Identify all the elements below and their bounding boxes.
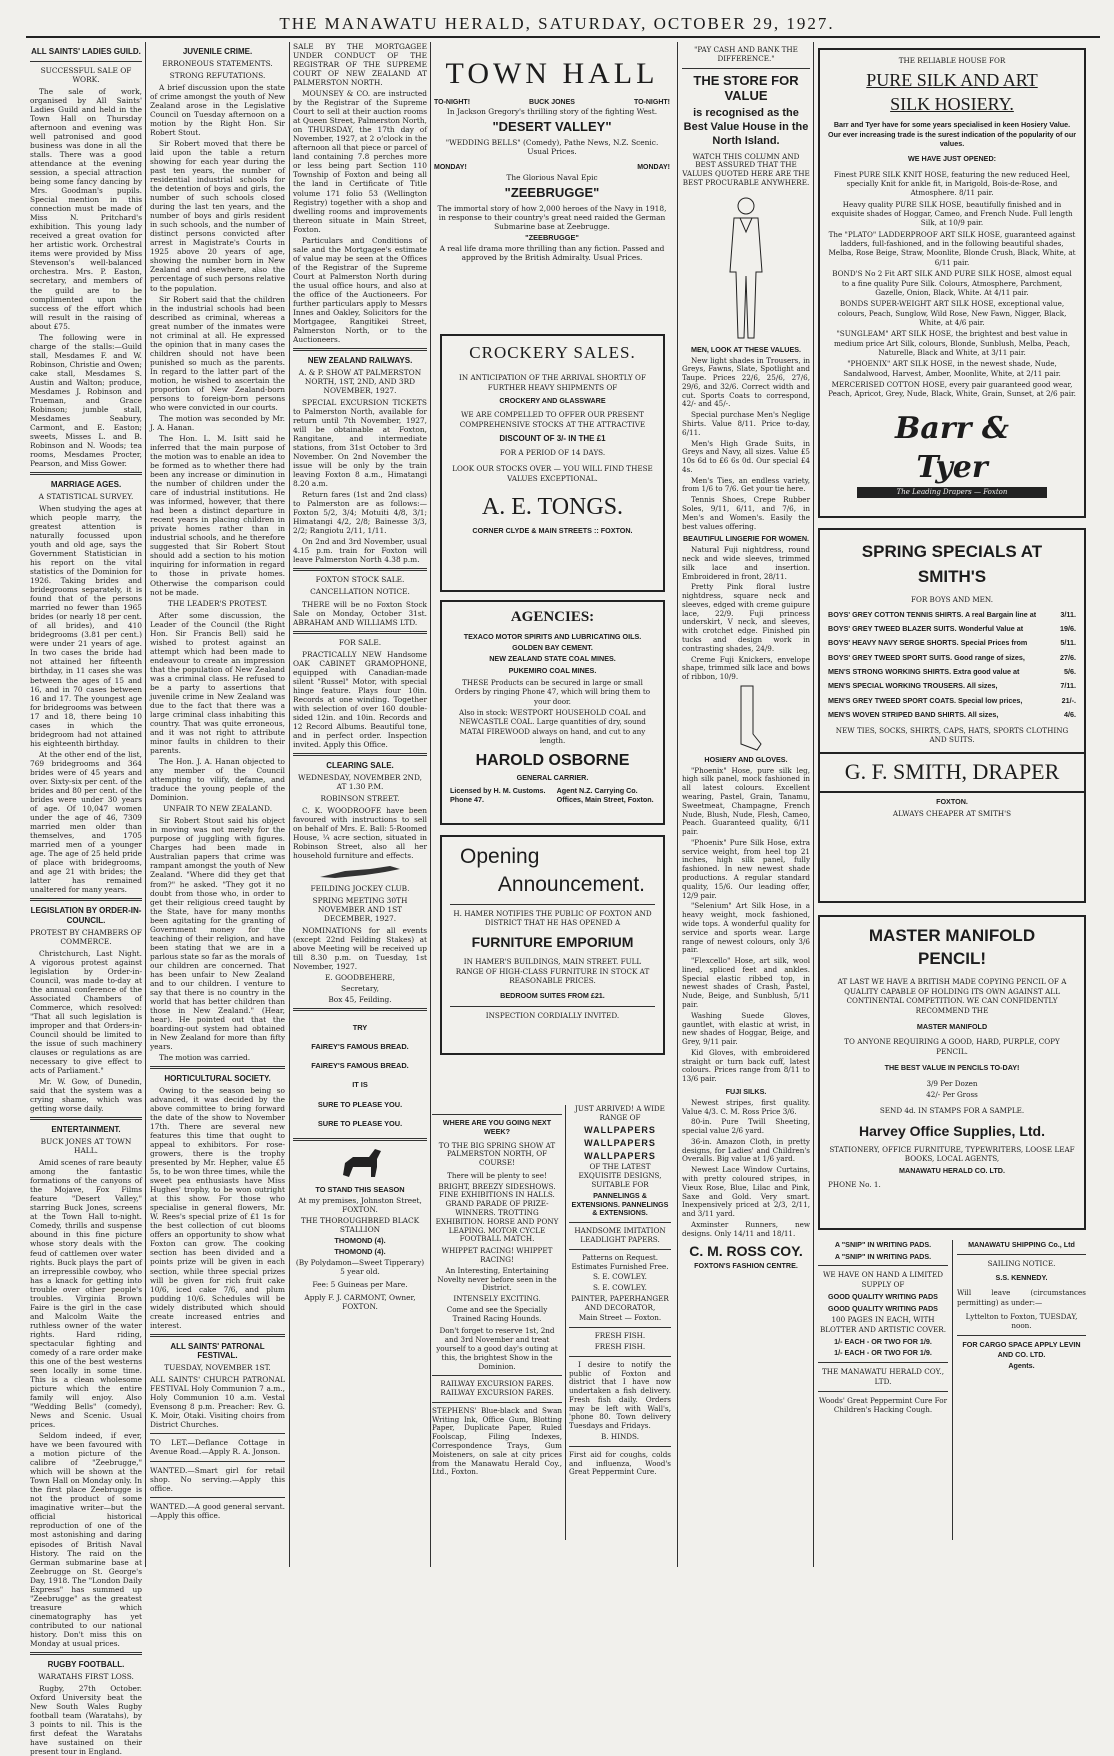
ad-text: SEND 4d. IN STAMPS FOR A SAMPLE. <box>879 1106 1025 1116</box>
subhead: WARATAHS FIRST LOSS. <box>38 1671 134 1681</box>
headline: LEGISLATION BY ORDER-IN-COUNCIL. <box>30 906 142 925</box>
ad-text: 42/- Per Gross <box>926 1090 978 1100</box>
ad-text: BRIGHT, BREEZY SIDESHOWS. FINE EXHIBITIONS IN HALLS. GRAND PARADE OF PRIZE-WINNERS. TROTTING EXHIBITION. HORSE AND PONY LEAPING. MOTOR CYCLE FOOTBALL MATCH. <box>435 1181 559 1244</box>
smith-item <box>828 696 1076 705</box>
ad-heading: MEN, LOOK AT THESE VALUES. <box>690 344 802 354</box>
ad-text: H. HAMER NOTIFIES THE PUBLIC OF FOXTON AND DISTRICT THAT HE HAS OPENED A <box>453 908 652 928</box>
ad-text: FOR CARGO SPACE APPLY LEVIN AND CO. LTD. <box>962 1340 1081 1359</box>
ad-text: TO ANYONE REQUIRING A GOOD, HARD, PURPLE, COPY PENCIL. <box>844 1037 1060 1057</box>
ad-text: WALLPAPERS <box>584 1137 656 1148</box>
ad-text: TO-NIGHT! <box>434 98 471 106</box>
ad-text: FAIREY'S FAMOUS BREAD. <box>311 1061 409 1071</box>
ad-text: BUCK JONES <box>529 98 575 106</box>
ad-text: Natural Fuji nightdress, round neck and wide sleeves, trimmed silk lace and insertion. Embroidered in front, 28/11. <box>682 545 810 581</box>
smith-item <box>828 610 1076 619</box>
merchant-address: CORNER CLYDE & MAIN STREETS :: FOXTON. <box>472 525 633 535</box>
ad-text: WE ARE COMPELLED TO OFFER OUR PRESENT COMPREHENSIVE STOCKS AT THE ATTRACTIVE <box>459 410 646 429</box>
ad-text: Pretty Pink floral lustre nightdress, square neck and sleeves, edged with creme guipure lace, 22/9. Fuji princess underskirt, V neck, and sleeves, with crotchet edge. Finished pin tucks and design work in contrasting shades, 24/9. <box>682 582 810 653</box>
headline: NEW ZEALAND RAILWAYS. <box>307 356 413 366</box>
notice-text: NOMINATIONS for all events (except 22nd Feilding Stakes) at above Meeting will be received up till 8.30 p.m. on Tuesday, 1st November, 1927. <box>293 926 427 972</box>
ad-text: "WEDDING BELLS" (Comedy), Pathe News, N.Z. Scenic. Usual Prices. <box>445 138 659 157</box>
article-text: When studying the ages at which people marry, the greatest attention is naturally focussed upon youth and old age, says the Government Statistician in his report on the vital statistics of the Dominion for 1926. Taking brides and bridegrooms separately, it is found that of the persons married no fewer than 1965 brides (or nearly 18 per cent. of all brides), and 410 bridegrooms (3.81 per cent.) were under 21 years of age. In two cases the bride had not attained her fifteenth birthday, in 11 cases she was between the ages of 15 and 16, and in 70 cases between 16 and 17. The youngest age for bridegrooms was between 17 and 18, there being 10 cases in which the bridegroom had not attained his eighteenth birthday. <box>30 503 142 748</box>
signature: E. GOODBEHERE, <box>324 973 396 983</box>
notice-text: SPECIAL EXCURSION TICKETS to Palmerston North, available for return until 7th November, 1927, will be obtainable at Foxton, Rangitane, and intermediate stations, from 31st October to 3rd November. On 2nd November the issue will be only by the train leaving Foxton 8 a.m., Himatangi 8.20 a.m. <box>293 397 427 489</box>
ad-text: Main Street — Foxton. <box>578 1313 662 1323</box>
subhead: FOR SALE. <box>338 637 382 647</box>
smith-item-text: BOYS' GREY TWEED BLAZER SUITS. Wonderful Value at <box>828 624 1024 633</box>
ad-text: INTENSELY EXCITING. <box>453 1294 541 1304</box>
ad-text: GOOD QUALITY WRITING PADS <box>828 1291 938 1301</box>
ad-text: TO THE BIG SPRING SHOW AT PALMERSTON NORTH, OF COURSE! <box>438 1140 556 1168</box>
subhead: CANCELLATION NOTICE. <box>310 587 410 597</box>
ad-text: Men's High Grade Suits, in Greys and Navy, all sizes. Value £5 10s 6d to £6 6s 0d. Our special £4 4s. <box>682 438 810 474</box>
ad-text: In Jackson Gregory's thrilling story of the fighting West. <box>446 107 658 117</box>
hosiery-item: "SUNGLEAM" ART SILK HOSE, the brightest and best value in medium price Art Silk, colours, Blonde, Sunblush, Melba, Peach, Naturelle, Black and White, at 3/11 pair. <box>833 329 1071 358</box>
ad-text: JUST ARRIVED! A WIDE RANGE OF <box>575 1104 665 1122</box>
ad-title: MASTER MANIFOLD PENCIL! <box>868 926 1036 968</box>
merchant-name: FURNITURE EMPORIUM <box>471 934 634 951</box>
smith-item-text: BOYS' HEAVY NAVY SERGE SHORTS. Special Prices from <box>828 638 1028 648</box>
logo-subtitle: The Leading Drapers — Foxton <box>857 487 1047 498</box>
ad-text: THE RELIABLE HOUSE FOR <box>898 56 1006 65</box>
furniture-opening-ad <box>440 835 665 1055</box>
ad-text: 80-in. Pure Twill Sheeting, special value 2/6 yard. <box>682 1117 810 1136</box>
ad-text: FAIREY'S FAMOUS BREAD. <box>311 1042 409 1052</box>
ad-text: PAINTER, PAPERHANGER AND DECORATOR, <box>571 1293 669 1312</box>
merchant-name: S. E. COWLEY. <box>593 1272 647 1282</box>
merchant-name: A. E. TONGS. <box>481 494 624 521</box>
bread-ad <box>293 1023 427 1127</box>
hosiery-item: Finest PURE SILK KNIT HOSE, featuring the new reduced Heel, specially Knit for ankle fit, in Marigold, Bois-de-Rose, and Atmosphere. 8/11 pair. <box>833 169 1071 198</box>
ad-text: An Interesting, Entertaining Novelty never before seen in the District. <box>437 1265 557 1293</box>
column-rule <box>813 42 814 1567</box>
smith-item <box>828 624 1076 633</box>
smith-item-text: MEN'S STRONG WORKING SHIRTS. Extra good value at <box>828 667 1020 677</box>
stallion-ad-text: Fee: 5 Guineas per Mare. <box>312 1279 408 1289</box>
ad-text: "Phoenix" Hose, pure silk leg, high silk panel, mock fashioned in all latest colours. Excellent wearing, Pastel, Grain, Tanamu, Sweetmeat, Champagne, French Nude, Blush, Nude, Flesh, Cameo, Peach. Guaranteed quality, 6/11 pair. <box>682 765 810 837</box>
ad-text: 1/- EACH - OR TWO FOR 1/9. <box>834 1348 932 1358</box>
ad-heading: MANAWATU SHIPPING Co., Ltd <box>968 1240 1075 1249</box>
ad-text: 100 PAGES IN EACH, WITH BLOTTER AND ARTISTIC COVER. <box>820 1315 946 1335</box>
smith-item-price: 5/6. <box>1064 667 1076 677</box>
ad-title: PURE SILK AND ART SILK HOSIERY. <box>866 70 1038 114</box>
notice-text: On 2nd and 3rd November, usual 4.15 p.m. train for Foxton will leave Palmerston North 4.38 p.m. <box>293 537 427 565</box>
ad-text: 1/- EACH - OR TWO FOR 1/9. <box>834 1336 932 1346</box>
smith-item-price: 7/11. <box>1060 681 1076 691</box>
ad-text: First aid for coughs, colds and influenza, Wood's Great Peppermint Cure. <box>569 1449 671 1477</box>
ad-text: Special purchase Men's Neglige Shirts. Value 8/11. Price to-day, 6/11. <box>682 410 810 437</box>
ad-text: NEW TIES, SOCKS, SHIRTS, CAPS, HATS, SPORTS CLOTHING AND SUITS. <box>835 725 1069 744</box>
ad-text: PHONE No. 1. <box>828 1179 881 1189</box>
merchant-name: G. F. SMITH, DRAPER <box>820 752 1084 793</box>
ad-text: Woods' Great Peppermint Cure For Children's Hacking Cough. <box>818 1395 948 1415</box>
ad-text: HANDSOME IMITATION LEADLIGHT PAPERS. <box>574 1226 666 1244</box>
racehorse-illustration <box>315 863 405 881</box>
master-manifold-ad <box>818 915 1086 1230</box>
hosiery-item: "PHOENIX" ART SILK HOSE, in the newest shade, Nude, Sandalwood, Harvest, Amber, Moonlite, White, at 2/11 pair. <box>843 359 1061 378</box>
stallion-ad-text: Apply F. J. CARMONT, Owner, FOXTON. <box>304 1292 416 1311</box>
smith-item-price: 5/11. <box>1060 638 1076 648</box>
ad-text: IT IS <box>352 1080 368 1090</box>
ad-heading: HOSIERY AND GLOVES. <box>704 754 788 764</box>
smith-item-text: BOYS' GREY TWEED SPORT SUITS. Good range of sizes, <box>828 652 1025 662</box>
notice-text: THERE will be no Foxton Stock Sale on Monday, October 31st. ABRAHAM AND WILLIAMS LTD. <box>293 599 427 627</box>
ad-text: OF THE LATEST EXQUISITE DESIGNS, SUITABLE FOR <box>578 1162 662 1190</box>
ad-text: Also in stock: WESTPORT HOUSEHOLD COAL and NEWCASTLE COAL. Large quantities of dry, sound MATAI FIREWOOD always on hand, and cut to any length. <box>459 708 646 746</box>
subhead: SPRING MEETING 30TH NOVEMBER AND 1ST DECEMBER, 1927. <box>312 896 408 924</box>
ad-text: Lyttelton to Foxton, TUESDAY, noon. <box>965 1311 1078 1331</box>
ad-text: 3/9 Per Dozen <box>926 1078 978 1088</box>
ad-text: FOXTON. <box>936 796 968 806</box>
stallion-ad-text: THOMOND (4). <box>334 1246 386 1256</box>
stallion-ad-text: THE THOROUGHBRED BLACK STALLION <box>300 1215 420 1234</box>
ad-text: Agent N.Z. Carrying Co. Offices, Main Street, Foxton. <box>556 785 654 804</box>
article-text: The Hon. L. M. Isitt said he inferred that the main purpose of the motion was to enable an idea to be formed as to whether there had been any increase or diminution in the number of children under the care of industrial institutions. He was informed, however, that there had been a distinct departure in recent years in placing children in private homes rather than in industrial schools, and he therefore suggested that Sir Robert Stout should add a section to his motion inquiring for information in regard to those in private homes. Otherwise the comparison could not be made. <box>150 434 285 597</box>
smith-item-price: 3/11. <box>1060 609 1076 619</box>
ad-text: TO-NIGHT! <box>633 98 670 106</box>
writing-pads-ad <box>818 1240 948 1540</box>
ad-text: A "SNIP" IN WRITING PADS. <box>834 1251 932 1261</box>
subhead: UNFAIR TO NEW ZEALAND. <box>162 804 273 814</box>
ad-text: IN ANTICIPATION OF THE ARRIVAL SHORTLY OF FURTHER HEAVY SHIPMENTS OF <box>459 372 646 392</box>
ad-text: AT LAST WE HAVE A BRITISH MADE COPYING PENCIL OF A QUALITY CAPABLE OF HOLDING ITS OWN AGAINST ALL CONTINENTAL COMPETITION. WE CAN CONFIDENTLY RECOMMEND THE <box>837 976 1067 1016</box>
subhead: TUESDAY, NOVEMBER 1ST. <box>164 1363 271 1373</box>
merchant-name: HAROLD OSBORNE <box>475 752 630 770</box>
ad-title: is recognised as the Best Value House in the North Island. <box>683 106 809 148</box>
notice-text: ALL SAINTS' CHURCH PATRONAL FESTIVAL Holy Communion 7 a.m., Holy Communion 10 a.m. Vestal Evensong 8 p.m. Preacher: Rev. G. K. Moir, Otaki. Visiting choirs from District Churches. <box>150 1375 285 1430</box>
ad-text: SAILING NOTICE. <box>987 1258 1056 1268</box>
article-text: A brief discussion upon the state of crime amongst the youth of New Zealand arose in the Legislative Council on Tuesday afternoon on a motion by the Right Hon. Sir Robert Stout. <box>150 82 285 137</box>
ad-text: NEW ZEALAND STATE COAL MINES. <box>489 654 616 664</box>
ad-text: GENERAL CARRIER. <box>516 773 589 783</box>
subhead: WEDNESDAY, NOVEMBER 2ND, AT 1.30 P.M. <box>297 772 423 791</box>
ad-text: Men's Ties, an endless variety, from 1/6 to 7/6. Get your tie here. <box>682 475 810 494</box>
smith-item <box>828 653 1076 662</box>
article-text: At the other end of the list, 769 bridegrooms and 364 brides were of 45 years and over. Sixty-six per cent. of the brides and 80 per cent. of the brides were under 30 years of age. Of 10,047 women under the age of 46, 7309 married men older than themselves, and 1705 married men of a younger age. The age of 25 held pride of place with bridegrooms, and age 21 with brides; the latter has remained unaltered for many years. <box>30 749 142 895</box>
stationery-ad-text: STEPHENS' Blue-black and Swan Writing Ink, Office Gum, Blotting Paper, Duplicate Paper, Ruled Foolscap, Filing Indexes, Correspondence Trays, Gum Moisteners, on sale at city prices from the Manawatu Herald Coy., Ltd., Foxton. <box>432 1405 562 1477</box>
subhead: SUCCESSFUL SALE OF WORK. <box>40 65 132 84</box>
ad-text: The Glorious Naval Epic <box>506 172 598 182</box>
headline: ALL SAINTS' LADIES GUILD. <box>31 47 141 56</box>
town-hall-ad <box>434 52 670 277</box>
merchant-name: Harvey Office Supplies, Ltd. <box>859 1122 1045 1139</box>
signature: Box 45, Feilding. <box>328 995 392 1005</box>
masthead <box>0 0 1114 40</box>
ad-text: WALLPAPERS <box>584 1124 656 1135</box>
ad-text: "ZEEBRUGGE" <box>504 184 600 200</box>
column-1 <box>30 42 142 1756</box>
article-text: The Hon. J. A. Hanan objected to any member of the Council attempting to vilify, defame, and traduce the young people of the Dominion. <box>150 757 285 803</box>
ad-heading: "PAY CASH AND BANK THE DIFFERENCE." <box>694 45 798 63</box>
ad-text: I desire to notify the public of Foxton and district that I have now undertaken a fish delivery. Fresh fish daily. Orders may be left with Wall's, 'phone 80. Town delivery Tuesdays and Fridays. <box>569 1359 671 1431</box>
subhead: ERRONEOUS STATEMENTS. <box>162 58 273 68</box>
smith-item-price: 21/-. <box>1061 695 1076 705</box>
article-text: The motion was carried. <box>159 1053 251 1063</box>
spring-show-ad <box>432 1110 562 1540</box>
headline: ENTERTAINMENT. <box>51 1125 121 1135</box>
ad-text: "DESERT VALLEY" <box>492 119 612 135</box>
smith-item-text: BOYS' GREY COTTON TENNIS SHIRTS. A real Bargain line at <box>828 609 1037 619</box>
ad-text: GOOD QUALITY WRITING PADS <box>828 1303 938 1313</box>
ad-text: MONDAY! <box>637 164 670 172</box>
hosiery-item: Heavy quality PURE SILK HOSE, beautifully finished and in exquisite shades of Hoggar, Cameo, and French Nude. Full length Silk, at 10/9 pair. <box>831 199 1073 228</box>
ad-text: CROCKERY AND GLASSWARE <box>499 396 606 406</box>
stallion-ad-text: (By Polydamon—Sweet Tipperary) 5 year old. <box>295 1257 425 1276</box>
column-rule <box>430 42 431 1567</box>
smith-item-price: 4/6. <box>1064 710 1076 720</box>
man-in-suit-illustration <box>716 192 776 342</box>
signature: Secretary, <box>341 984 379 994</box>
ad-heading: BEAUTIFUL LINGERIE FOR WOMEN. <box>682 534 810 544</box>
shipping-notice <box>952 1240 1086 1540</box>
headline: RUGBY FOOTBALL. <box>47 1659 125 1669</box>
ad-text: MONDAY! <box>434 164 467 172</box>
subhead: FEILDING JOCKEY CLUB. <box>310 884 410 893</box>
smith-item-text: MEN'S GREY TWEED SPORT COATS. Special low prices, <box>828 695 1023 705</box>
ad-text: FOR BOYS AND MEN. <box>910 595 994 605</box>
cm-ross-ad <box>677 42 810 1567</box>
barr-tyer-logo <box>857 409 1047 498</box>
notice-text: PRACTICALLY NEW Handsome OAK CABINET GRAMOPHONE, equipped with Canadian-made silent "Russel" Motor, with special hinge feature. Plays four 10in. Records at one winding. Together with selection of over 160 double-sided 12in. and 10in. Records and 12 Record Albums. Beautiful tone, and in perfect order. Inspection invited. Apply this Office. <box>293 649 427 749</box>
ad-title: Opening <box>460 845 540 868</box>
ad-text: FRESH FISH. <box>594 1341 646 1351</box>
classified-ad: WANTED.—Smart girl for retail shop. No serving.—Apply this office. <box>150 1465 285 1493</box>
ad-text: FRESH FISH. <box>594 1331 646 1341</box>
article-text: The following were in charge of the stalls:—Guild stall, Mesdames F. and W. Robinson, Christie and Owen; cake stall, Mesdames S. Austin and Walton; produce, Mesdames J. Robinson and Trueman, and Grace Robinson; jumble stall, Mesdames Seabury, Carmont, and E. Easton; sweets, Misses L. and B. Robinson and N. Woods; tea rooms, Mesdames Procter, Pearson, and Miss Gower. <box>30 332 142 469</box>
subhead: STRONG REFUTATIONS. <box>169 70 266 80</box>
smith-item-price: 19/6. <box>1060 624 1076 633</box>
ad-text: Tennis Shoes, Crepe Rubber Soles, 9/11, 6/11, and 7/6, in Men's and Women's. Easily the best values offering. <box>682 495 810 531</box>
smith-item <box>828 638 1076 647</box>
smith-item <box>828 681 1076 690</box>
ad-title: CROCKERY SALES. <box>469 343 636 362</box>
ad-text: A "SNIP" IN WRITING PADS. <box>834 1240 932 1249</box>
ad-text: New light shades in Trousers, in Greys, Fawns, Slate, Spotlight and Taupe. Prices 22/6, 25/6, 27/6, 29/6, and 32/6. Correct width and cut. Sports Coats to correspond, 42/- and 45/-. <box>682 355 810 409</box>
hosiery-item: BOND'S No 2 Fit ART SILK AND PURE SILK HOSE, almost equal to a fine quality Pure Silk. Colours, Atmosphere, Parchment, Gazelle, Onion, Black, White. At 4/11 pair. <box>832 269 1072 297</box>
ad-text: WE HAVE ON HAND A LIMITED SUPPLY OF <box>822 1270 944 1290</box>
ad-text: The immortal story of how 2,000 heroes of the Navy in 1918, in response to their country's great need raided the German Submarine base at Zeebrugge. <box>437 203 667 231</box>
subhead: A. & P. SHOW AT PALMERSTON NORTH, 1ST, 2ND, AND 3RD NOVEMBER, 1927. <box>298 367 422 395</box>
ad-title: AGENCIES: <box>510 609 595 625</box>
ad-text: 36-in. Amazon Cloth, in pretty designs, for Ladies' and Children's Overalls. Big value at 1/6 yard. <box>682 1136 810 1164</box>
ad-heading: FUJI SILKS. <box>725 1087 767 1097</box>
smith-item <box>828 710 1076 719</box>
agencies-ad <box>440 600 665 825</box>
ad-text: PANNELINGS & EXTENSIONS. PANNELINGS & EXTENSIONS. <box>571 1190 669 1218</box>
article-text: The motion was seconded by Mr. J. A. Hanan. <box>150 413 285 432</box>
ad-text: WHIPPET RACING! WHIPPET RACING! <box>441 1246 553 1264</box>
ad-text: PUKEMIRO COAL MINES. <box>508 665 597 675</box>
signature: B. HINDS. <box>601 1432 639 1441</box>
article-text: The sale of work, organised by All Saints' Ladies Guild and held in the Town Hall on Thursday afternoon and evening was well patronised and good business was done in all the stalls. There was a good attendance at the evening session, a special attraction being some fancy dancing by Mrs. Goodman's pupils. Special mention in this connection must be made of Miss N. Pritchard's exhibition. This young lady received a great ovation for her artistic work. Orchestral items were provided by Miss Stevenson's well-balanced orchestra. Mrs. P. Easton, secretary, and members of the guild are to be complimented upon the success of the effort which will result in the raising of about £75. <box>30 86 142 331</box>
merchant-name: S. E. COWLEY. <box>593 1283 647 1293</box>
ad-text: STATIONERY, OFFICE FURNITURE, TYPEWRITERS, LOOSE LEAF BOOKS, LOCAL AGENTS, <box>829 1144 1075 1164</box>
headline: ALL SAINTS' PATRONAL FESTIVAL. <box>170 1341 265 1361</box>
headline: MARRIAGE AGES. <box>50 480 122 490</box>
hosiery-item: MERCERISED COTTON HOSE, every pair guaranteed good wear, Peach, Apricot, Grey, Nude, Black, White, Grain, Sunset, at 2/6 pair. <box>828 380 1076 399</box>
logo-text: Barr & Tyer <box>895 410 1009 485</box>
ad-text: Creme Fuji Knickers, envelope shape, trimmed silk lace and bows of ribbon, 10/9. <box>682 654 810 682</box>
ad-title: THE STORE FOR VALUE <box>693 72 799 104</box>
ad-text: MASTER MANIFOLD <box>916 1021 988 1031</box>
ad-text: Axminster Runners, new designs. Only 14/11 and 18/11. <box>682 1219 810 1238</box>
column-rule <box>145 42 146 1567</box>
notice-heading: SALE BY THE MORTGAGEE UNDER CONDUCT OF THE REGISTRAR OF THE SUPREME COURT OF NEW ZEALAND AT PALMERSTON NORTH. <box>293 42 427 88</box>
ad-title: TOWN HALL <box>445 57 659 90</box>
ad-text: TRY <box>352 1023 368 1033</box>
ad-text: Newest stripes, first quality. Value 4/3. C. M. Ross Price 3/6. <box>682 1097 810 1116</box>
ad-heading: WE HAVE JUST OPENED: <box>907 154 997 164</box>
ad-text: Washing Suede Gloves, gauntlet, with elastic at wrist, in new shades of Hoggar, Beige, and Grey, 9/11 pair. <box>682 1010 810 1047</box>
notice-text: C. K. WOODROOFE have been favoured with instructions to sell on behalf of Mrs. E. Ball: 5-Roomed House, ¼ acre section, situated in Robinson Street, also all her household furniture and effects. <box>293 805 427 860</box>
article-text: Sir Robert moved that there be laid upon the table a return showing for each year during the past ten years, the number of residential industrial schools for the detention of boys and girls, the number of such schools closed during the last ten years, and the number of boys and girls resident in such schools, and the number of distinct persons convicted after arrest in Magistrate's Courts in 1925 above 20 years of age, showing the number born in New Zealand and elsewhere, also the percentage of such persons relative to the population. <box>150 139 285 293</box>
ad-text: "Selenium" Art Silk Hose, in a heavy weight, mock fashioned, wide tops. A wonderful quality for service and sports wear. Large range of newest colours, only 3/6 pair. <box>682 901 810 955</box>
ad-text: Barr and Tyer have for some years specialised in keen Hosiery Value. Our ever increasing trade is the surest indication of the popularity of our values. <box>828 120 1077 148</box>
ad-title: Announcement. <box>497 873 645 897</box>
smiths-specials-ad <box>818 528 1086 903</box>
wallpaper-ad <box>565 1105 671 1540</box>
ad-text: THE MANAWATU HERALD COY., LTD. <box>821 1367 944 1386</box>
ad-text: LOOK OUR STOCKS OVER — YOU WILL FIND THESE VALUES EXCEPTIONAL. <box>452 464 653 483</box>
ad-text: SURE TO PLEASE YOU. <box>317 1099 403 1109</box>
ad-title: SPRING SPECIALS AT SMITH'S <box>861 542 1043 586</box>
stallion-illustration <box>335 1145 385 1181</box>
column-2 <box>150 42 285 1567</box>
smith-item <box>828 667 1076 676</box>
ad-text: Come and see the Specially Trained Racing Hounds. <box>446 1304 548 1323</box>
headline: JUVENILE CRIME. <box>182 47 253 56</box>
stallion-ad-text: At my premises, Johnston Street, FOXTON. <box>298 1195 422 1214</box>
notice-text: Particulars and Conditions of sale and the Mortgagee's estimate of value may be seen at the Offices of the Registrar of the Supreme Court at Palmerston North during the usual office hours, and also at the office of the Auctioneers. For further particulars apply to Messrs Innes and Oakley, Solicitors for the Mortgagee, Rangitikei Street, Palmerston North, or to the Auctioneers. <box>293 235 427 344</box>
ad-heading: WHERE ARE YOU GOING NEXT WEEK? <box>442 1118 552 1136</box>
stallion-ad-text: THOMOND (4). <box>334 1235 386 1245</box>
ad-text: IN HAMER'S BUILDINGS, MAIN STREET. FULL RANGE OF HIGH-CLASS FURNITURE IN STOCK AT REASONABLE PRICES. <box>455 957 650 986</box>
ad-text: THE BEST VALUE IN PENCILS TO-DAY! <box>884 1062 1020 1072</box>
barr-tyer-ad <box>818 48 1086 518</box>
subhead: A STATISTICAL SURVEY. <box>38 491 134 501</box>
column-rule <box>289 42 290 1567</box>
ad-text: Patterns on Request. Estimates Furnished Free. <box>571 1252 669 1271</box>
subhead: ROBINSON STREET. <box>320 793 400 803</box>
ad-text: WALLPAPERS <box>584 1150 656 1161</box>
stallion-ad-text: TO STAND THIS SEASON <box>315 1184 405 1194</box>
ad-text: DISCOUNT OF 3/- IN THE £1 <box>499 433 606 443</box>
subhead: BUCK JONES AT TOWN HALL. <box>40 1137 132 1156</box>
notice-text: Return fares (1st and 2nd class) to Palmerston are as follows:—Foxton 5/2, 3/4; Motuiti 4/8, 3/1; Himatangi 4/2, 2/8; Bainesse 3/3, 2/2; Rangiotu 2/11, 1/11. <box>293 490 427 536</box>
article-text: Christchurch, Last Night. A vigorous protest against legislation by Order-in-Council, was made to-day at the annual conference of the Associated Chambers of Commerce, which resolved: "That all such legislation is improper and that Orders-in-Council should be limited to the issue of such machinery clauses or regulations as are necessary to give effect to acts of Parliament." <box>30 948 142 1076</box>
subhead: FOXTON STOCK SALE. <box>315 575 405 585</box>
crockery-sales-ad <box>440 334 665 592</box>
subhead: THE LEADER'S PROTEST. <box>167 598 268 608</box>
classified-ad: TO LET.—Deflance Cottage in Avenue Road.—Apply R. A. Jonson. <box>150 1438 285 1457</box>
article-text: Amid scenes of rare beauty among the fantastic formations of the canyons of the Mojave, Fox Films feature "Desert Valley," starring Buck Jones, screens at the Town Hall to-night. Comedy, thrills and suspense abound in this fine picture whose story deals with the feud of cattlemen over water rights. Buck plays the part of an irrepressible cowboy, who has a knack for getting into trouble over other people's troubles. Virginia Brown Faire is the girl in the case and Malcolm Waite the ruthless owner of the water rights. Hard riding, spectacular fighting and comedy of a rare order make this one of the best westerns seen locally in some time. This is a clean wholesome picture which the entire family will enjoy. Also "Wedding Bells" (comedy), News and Scenic. Usual prices. <box>30 1158 142 1430</box>
hosiery-item: BONDS SUPER-WEIGHT ART SILK HOSE, exceptional value, colours, Peach, Sunglow, Wild Rose, New Fawn, Nigger, Black, White, at 4/6 pair. <box>837 299 1067 327</box>
headline: CLEARING SALE. <box>326 760 394 770</box>
ad-text: "Phoenix" Pure Silk Hose, extra service weight, from heel top 21 inches, high silk panel, fully fashioned. In new newest shade productions. A regular standard quality, 15/6. Our leading offer, 12/9 pair. <box>682 837 810 900</box>
ad-text: Newest Lace Window Curtains, with pretty coloured stripes, in Vieux Rose, Blue, Lilac and Pink, Saxe and Gold. Very smart. Inexpensively priced at 2/3, 2/11, and 3/11 yard. <box>682 1165 810 1219</box>
ad-text: RAILWAY EXCURSION FARES. RAILWAY EXCURSION FARES. <box>440 1379 554 1398</box>
notice-text: MOUNSEY & CO. are instructed by the Registrar of the Supreme Court to sell at their auction rooms at Queen Street, Palmerston North, on THURSDAY, the 17th day of November, 1927, at 2 o'clock in the afternoon all that piece or parcel of land containing 7.8 perches more or less being part Section 110 Township of Foxton and being all the land in Certificate of Title volume 171 folio 53 (Wellington Registry) together with a shop and dwelling rooms and improvements thereon situate in Main Street, Foxton. <box>293 89 427 234</box>
masthead-rule <box>26 36 1100 38</box>
ad-text: FOXTON'S FASHION CENTRE. <box>694 1260 798 1270</box>
ad-text: Kid Gloves, with embroidered straight or turn back cuff, latest colours. Prices range from 8/11 to 13/6 pair. <box>682 1047 810 1084</box>
smith-item-price: 27/6. <box>1060 652 1076 662</box>
subhead: PROTEST BY CHAMBERS OF COMMERCE. <box>30 927 142 946</box>
ad-text: Don't forget to reserve 1st, 2nd and 3rd November and treat yourself to a good day's outing at this, the brightest Show in the Dominion. <box>436 1326 558 1371</box>
ad-text: Agents. <box>1008 1361 1035 1371</box>
ad-text: A real life drama more thrilling than any fiction. Passed and approved by the British Admiralty. Usual Prices. <box>439 243 665 262</box>
ad-text: TEXACO MOTOR SPIRITS AND LUBRICATING OILS. <box>463 631 642 641</box>
hosiery-item: The "PLATO" LADDERPROOF ART SILK HOSE, guaranteed against ladders, full-fashioned, and in the following beautiful shades, Melba, Rose Beige, Straw, Moonlite, Blonde Crush, Black, White, at 6/11 pair. <box>828 229 1076 267</box>
ad-text: ALWAYS CHEAPER AT SMITH'S <box>892 809 1012 819</box>
ad-text: "ZEEBRUGGE" <box>525 232 579 242</box>
ad-text: There will be plenty to see! <box>447 1170 547 1180</box>
stocking-illustration <box>721 684 771 754</box>
ad-text: Licensed by H. M. Customs. Phone 47. <box>450 785 546 804</box>
masthead-title: THE MANAWATU HERALD, SATURDAY, OCTOBER 29, 1927. <box>279 14 835 33</box>
article-text: After some discussion, the Leader of the Council (the Right Hon. Sir Francis Bell) said he wished to protest against an attempt which had been made to endeavour to create an impression that the population of New Zealand was a criminal class. He refused to be a party to assertions that juvenile crime in New Zealand was due to the fact that there was a large criminal class inhabiting this country. That was quite erroneous, and it was not right to attribute minor faults in children to their parents. <box>150 610 285 756</box>
article-text: Owing to the season being so advanced, it was decided by the above committee to bring forward the date of the show to November 17th. There are several new features this time that ought to appeal to exhibitors. For rose-growers, there is the trophy presented by Mr. Hepher, value £5 5s, to be won three times, while the sweet pea enthusiasts have Miss Hughes' trophy, to be won outright at this show. For those who specialise in general flowers, Mr. W. Rees's special prize of £1 1s for the best collection of cut blooms offers an opportunity to show what Foxton can grow. The cooking section has been divided and a points prize will be given in each section, while three special prizes will be given for rich fruit cake 10/6, iced cake 7/6, and plum pudding 10/6. Schedules will be widely distributed which should create increased entries and interest. <box>150 1085 285 1330</box>
ad-text: S.S. KENNEDY. <box>995 1273 1048 1283</box>
smith-item-text: MEN'S WOVEN STRIPED BAND SHIRTS. All sizes, <box>828 710 999 720</box>
ad-text: INSPECTION CORDIALLY INVITED. <box>485 1010 620 1020</box>
ad-text: THESE Products can be secured in large or small Orders by ringing Phone 47, which will bring them to your door. <box>454 677 651 706</box>
article-text: Sir Robert said that the children in the industrial schools had been described as criminal, whereas a great number of the inmates were not criminal at all. He expressed the opinion that in many cases the children should not have been punished so much as the parents. In regard to the latter part of the motion, he wished to ascertain the proportion of New Zealand-born persons to foreign-born persons who were convicted in our courts. <box>150 294 285 412</box>
classified-ad: WANTED.—A good general servant.—Apply this office. <box>150 1501 285 1520</box>
column-3 <box>293 42 427 1567</box>
ad-text: BEDROOM SUITES FROM £21. <box>500 991 605 1001</box>
ad-text: Will leave (circumstances permitting) as under:— <box>957 1288 1086 1307</box>
merchant-name: C. M. ROSS COY. <box>689 1242 803 1259</box>
ad-text: SURE TO PLEASE YOU. <box>317 1118 403 1128</box>
smith-item-list <box>828 610 1076 720</box>
article-text: Seldom indeed, if ever, have we been favoured with a motion picture of the calibre of "Zeebrugge," which will be shown at the Town Hall on Monday only. In the first place Zeebrugge is not the product of some imaginative writer—but the official historical reproduction of one of the most astonishing and daring episodes of British Naval History. The raid on the German submarine base at Zeebrugge on St. George's Day, 1918. The "London Daily Express" has summed up "Zeebrugge" as the greatest treasure which cinematography has yet contributed to our national history. Don't miss this on Monday at usual prices. <box>30 1431 142 1648</box>
article-text: Rugby, 27th October. Oxford University beat the New South Wales Rugby football team (Waratahs), by 3 points to nil. This is the first defeat the Waratahs have sustained on their present tour in England. <box>30 1683 142 1756</box>
ad-text: FOR A PERIOD OF 14 DAYS. <box>499 448 606 458</box>
ad-text: GOLDEN BAY CEMENT. <box>512 642 593 652</box>
headline: HORTICULTURAL SOCIETY. <box>164 1074 271 1084</box>
ad-text: MANAWATU HERALD CO. LTD. <box>899 1166 1005 1176</box>
ad-text: WATCH THIS COLUMN AND BEST ASSURED THAT THE VALUES QUOTED HERE ARE THE BEST PROCURABLE ANYWHERE. <box>682 151 810 187</box>
article-text: Mr. W. Gow, of Dunedin, said that the system was a crying shame, which was getting worse daily. <box>30 1077 142 1114</box>
smith-item-text: MEN'S SPECIAL WORKING TROUSERS. All sizes, <box>828 681 998 691</box>
ad-text: "Flexcello" Hose, art silk, wool lined, spliced feet and ankles. Special elastic ribbed top, in newest shades of Crash, Pastel, Nude, Beige, and Sunblush, 5/11 pair. <box>682 956 810 1009</box>
article-text: Sir Robert Stout said his object in moving was not merely for the purpose of juggling with figures. Charges had been made in Australian papers that crime was rampant amongst the youth of New Zealand. "Where did they get that from?" he asked. "They got it no doubt from those who, in order to get their religious creed taught by the State, have for many months been agitating for the granting of Government money for the teaching of their religion, and have been stating that we are in a parlous state so far as the morals of our children are concerned. That has been unfair to New Zealand and to our children. I venture to say that there is no country in the world that has better children than those in New Zealand." (Hear, hear). He pointed out that the boarding-out system had obtained in New Zealand for more than fifty years. <box>150 816 285 1052</box>
